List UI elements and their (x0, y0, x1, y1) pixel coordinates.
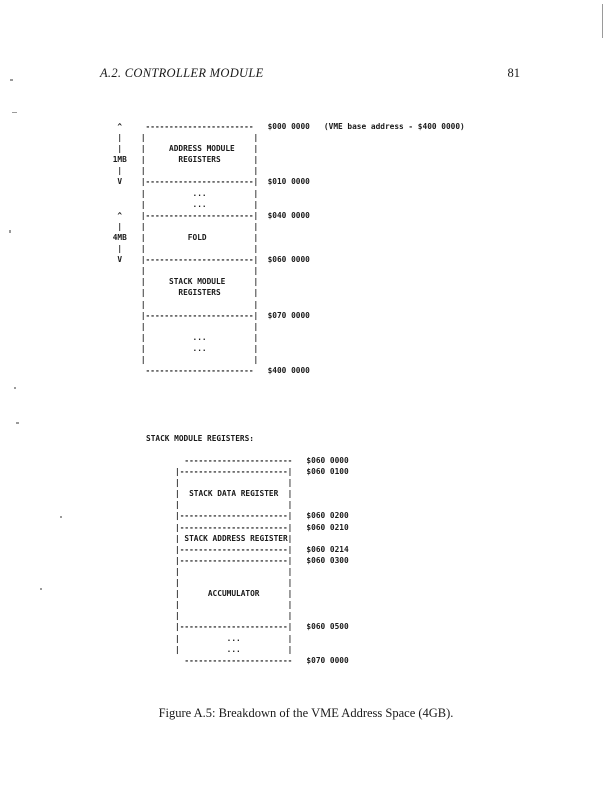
scan-artifact (14, 387, 16, 389)
diagram-line: | | | (108, 221, 259, 231)
scan-artifact (12, 112, 17, 113)
diagram-line: | ... | (108, 199, 259, 209)
diagram-line: | | (175, 478, 293, 488)
scan-artifact (10, 79, 13, 81)
diagram-line: 4MB | FOLD | (108, 232, 259, 242)
diagram-line: | | (175, 578, 293, 588)
diagram-line: | STACK DATA REGISTER | (175, 489, 293, 499)
diagram-line: |-----------------------| $060 0210 (175, 522, 349, 532)
diagram-line: ^ ----------------------- $000 0000 (VME base address - $400 0000) (108, 122, 465, 131)
diagram-line: |-----------------------| $060 0214 (175, 544, 349, 554)
diagram-line: | | (108, 354, 259, 364)
diagram-line: | | | (108, 166, 259, 176)
scan-artifact (40, 588, 42, 590)
diagram-line: | | (175, 611, 293, 621)
figure-caption: Figure A.5: Breakdown of the VME Address Space (4GB). (158, 706, 454, 720)
diagram-line: | REGISTERS | (108, 288, 259, 298)
diagram-line: | ... | (175, 633, 293, 643)
diagram-line: | | | (108, 133, 259, 143)
diagram-line: ^ |-----------------------| $040 0000 (108, 210, 310, 220)
diagram-line: | | (108, 299, 259, 309)
diagram-line: | | (108, 266, 259, 276)
diagram-line: ----------------------- $070 0000 (175, 655, 349, 665)
diagram-line: | | | (108, 244, 259, 254)
diagram-line: | | ADDRESS MODULE | (108, 144, 259, 154)
diagram-line: 1MB | REGISTERS | (108, 155, 259, 165)
diagram-line: | ... | (108, 332, 259, 342)
diagram-line: ----------------------- $400 0000 (108, 366, 310, 376)
scan-artifact (60, 516, 62, 518)
diagram-line: | | (175, 566, 293, 576)
scan-artifact (16, 422, 19, 424)
diagram-line: |-----------------------| $060 0500 (175, 622, 349, 632)
running-header (100, 66, 520, 82)
diagram-line: | | (175, 600, 293, 610)
diagram-line: |-----------------------| $070 0000 (108, 310, 310, 320)
diagram-line: | | (108, 321, 259, 331)
vme-address-space-diagram (108, 121, 465, 376)
page-number: 81 (507, 66, 520, 80)
diagram-line: |-----------------------| $060 0200 (175, 511, 349, 521)
diagram-line: | ... | (108, 188, 259, 198)
diagram-line: | STACK MODULE | (108, 277, 259, 287)
scan-artifact (9, 230, 11, 233)
diagram-line: | ... | (108, 343, 259, 353)
section-title: A.2. CONTROLLER MODULE (100, 66, 264, 80)
diagram-line: | | (175, 500, 293, 510)
stack-module-registers-heading: STACK MODULE REGISTERS: (146, 434, 254, 443)
stack-module-registers-diagram (175, 455, 349, 666)
diagram-line: ----------------------- $060 0000 (175, 456, 349, 465)
diagram-line: | STACK ADDRESS REGISTER| (175, 533, 293, 543)
diagram-line: | ACCUMULATOR | (175, 589, 293, 599)
diagram-line: |-----------------------| $060 0100 (175, 467, 349, 477)
diagram-line: V |-----------------------| $010 0000 (108, 177, 310, 187)
scan-artifact (602, 4, 603, 38)
diagram-line: |-----------------------| $060 0300 (175, 555, 349, 565)
diagram-line: | ... | (175, 644, 293, 654)
diagram-line: V |-----------------------| $060 0000 (108, 255, 310, 265)
